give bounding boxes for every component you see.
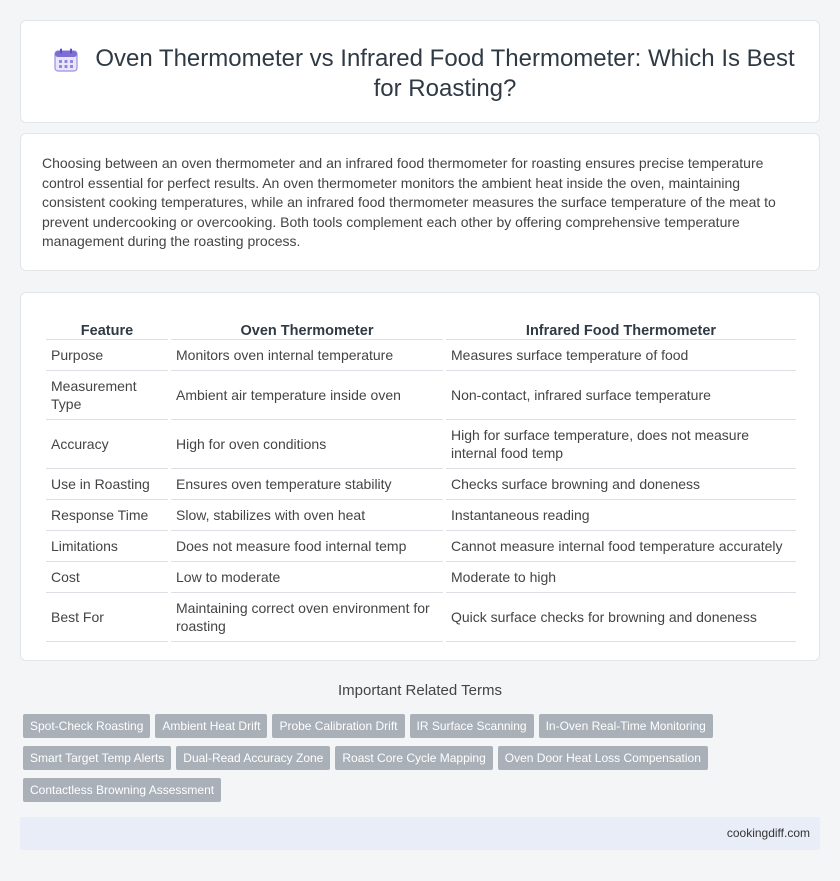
calendar-icon [53,47,79,73]
table-cell-feature: Cost [46,562,168,593]
header-feature: Feature [46,313,168,340]
table-row [46,371,796,420]
comparison-table [43,313,799,642]
table-cell-feature: Use in Roasting [46,469,168,500]
table-cell-oven: Low to moderate [171,562,443,593]
table-cell-infrared: Quick surface checks for browning and doneness [446,593,796,642]
table-header-row [46,313,796,340]
table-cell-feature: Purpose [46,340,168,371]
related-term-tag[interactable]: Spot-Check Roasting [23,714,150,738]
table-cell-feature: Response Time [46,500,168,531]
related-term-tag[interactable]: Oven Door Heat Loss Compensation [498,746,708,770]
table-cell-feature: Measurement Type [46,371,168,420]
header-infrared-thermometer: Infrared Food Thermometer [446,313,796,340]
table-cell-infrared: Cannot measure internal food temperature accurately [446,531,796,562]
intro-paragraph: Choosing between an oven thermometer and an infrared food thermometer for roasting ensures precise temperature control essential for perfect results. An oven thermometer monitors the ambient heat inside the oven, maintaining consistent cooking temperatures, while an infrared food thermometer measures the surface temperature of the meat to prevent undercooking or overcooking. Both tools complement each other by offering comprehensive temperature management during the roasting process. [42,155,776,250]
header-oven-thermometer: Oven Thermometer [171,313,443,340]
table-cell-feature: Accuracy [46,420,168,469]
table-cell-oven: Ensures oven temperature stability [171,469,443,500]
related-term-tag[interactable]: IR Surface Scanning [410,714,534,738]
footer [20,817,820,850]
title-card [20,20,820,123]
table-row [46,340,796,371]
related-term-tag[interactable]: Dual-Read Accuracy Zone [176,746,330,770]
table-cell-infrared: Moderate to high [446,562,796,593]
table-cell-infrared: High for surface temperature, does not measure internal food temp [446,420,796,469]
related-term-tag[interactable]: In-Oven Real-Time Monitoring [539,714,713,738]
page-title: Oven Thermometer vs Infrared Food Thermometer: Which Is Best for Roasting? [95,45,795,102]
related-term-tag[interactable]: Probe Calibration Drift [272,714,404,738]
table-cell-infrared: Measures surface temperature of food [446,340,796,371]
table-row [46,500,796,531]
table-cell-infrared: Non-contact, infrared surface temperature [446,371,796,420]
table-row [46,562,796,593]
related-term-tag[interactable]: Roast Core Cycle Mapping [335,746,492,770]
table-cell-infrared: Instantaneous reading [446,500,796,531]
table-cell-oven: High for oven conditions [171,420,443,469]
intro-card [20,133,820,271]
table-cell-infrared: Checks surface browning and doneness [446,469,796,500]
table-row [46,531,796,562]
footer-site-link[interactable]: cookingdiff.com [726,826,810,840]
related-terms-heading: Important Related Terms [338,682,502,699]
table-row [46,469,796,500]
comparison-table-card [20,292,820,661]
table-cell-oven: Slow, stabilizes with oven heat [171,500,443,531]
table-cell-oven: Maintaining correct oven environment for roasting [171,593,443,642]
related-term-tag[interactable]: Ambient Heat Drift [155,714,267,738]
table-cell-oven: Monitors oven internal temperature [171,340,443,371]
table-row [46,420,796,469]
table-cell-feature: Best For [46,593,168,642]
related-terms-list [23,714,783,810]
table-cell-oven: Does not measure food internal temp [171,531,443,562]
table-cell-feature: Limitations [46,531,168,562]
table-cell-oven: Ambient air temperature inside oven [171,371,443,420]
table-row [46,593,796,642]
related-term-tag[interactable]: Smart Target Temp Alerts [23,746,171,770]
related-term-tag[interactable]: Contactless Browning Assessment [23,778,221,802]
